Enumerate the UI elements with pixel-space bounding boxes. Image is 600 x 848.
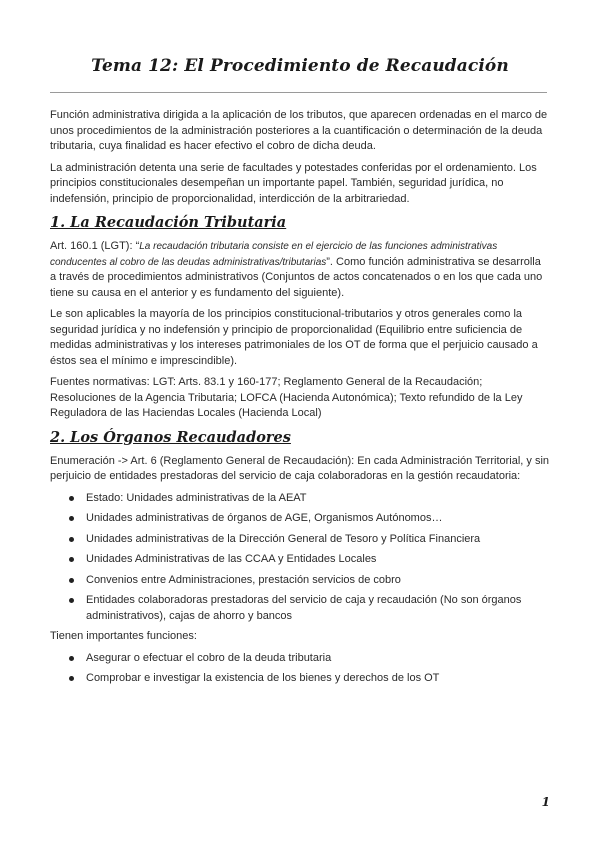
list-item: Asegurar o efectuar el cobro de la deuda tributaria — [86, 651, 550, 667]
page-number: 1 — [541, 795, 550, 809]
section-2-paragraph-2: Tienen importantes funciones: — [50, 630, 197, 642]
article-suffix: ”. Como función administrativa se desarrolla a través de procedimientos administrativos (Conjuntos de actos concatenados o en los que cada uno tiene su causa en el anterior y es fundamento del siguiente). — [50, 255, 543, 299]
list-item: Estado: Unidades administrativas de la AEAT — [86, 491, 550, 507]
page-title: Tema 12: El Procedimiento de Recaudación — [91, 56, 509, 76]
section-1-paragraph-3: Fuentes normativas: LGT: Arts. 83.1 y 160-177; Reglamento General de la Recaudación; Resoluciones de la Agencia Tributaria; LOFCA (Hacienda Autonómica); Texto refundido de la Ley Reguladora de las Haciendas Locales (Hacienda Local) — [50, 376, 523, 419]
document-body — [50, 108, 550, 692]
section-1-article-paragraph — [50, 239, 550, 301]
intro-paragraph-2: La administración detenta una serie de facultades y potestades conferidas por el ordenamiento. Los principios constitucionales desempeñan un importante papel. También, seguridad jurídica, no indefensión, principio de proporcionalidad, interdicción de la arbitrariedad. — [50, 161, 537, 205]
article-prefix: Art. 160.1 (LGT): “ — [50, 240, 140, 252]
section-1-paragraph-2: Le son aplicables la mayoría de los principios constitucional-tributarios y otros generales como la seguridad jurídica y no indefensión y principio de proporcionalidad (Equilibrio entre suficiencia de medidas administrativas y los intereses patrimoniales de los OT de forma que el perjuicio causado a éstos sea el mínimo e imprescindible). — [50, 308, 538, 367]
list-item: Entidades colaboradoras prestadoras del servicio de caja y recaudación (No son órganos administrativos), cajas de ahorro y bancos — [86, 593, 550, 624]
organos-list — [50, 491, 550, 625]
section-2-heading: 2. Los Órganos Recaudadores — [50, 428, 291, 446]
list-item: Convenios entre Administraciones, prestación servicios de cobro — [86, 573, 550, 589]
title-divider — [50, 92, 547, 93]
article-quote: La recaudación tributaria consiste en el ejercicio de las funciones administrativas conducentes al cobro de las deudas administrativas/tributarias — [50, 241, 498, 268]
list-item: Unidades Administrativas de las CCAA y Entidades Locales — [86, 552, 550, 568]
section-2-paragraph-1: Enumeración -> Art. 6 (Reglamento General de Recaudación): En cada Administración Territorial, y sin perjuicio de entidades prestadoras del servicio de caja colaboradoras en la gestión recaudatoria: — [50, 454, 550, 482]
section-1-heading: 1. La Recaudación Tributaria — [50, 214, 287, 231]
list-item: Unidades administrativas de órganos de AGE, Organismos Autónomos… — [86, 511, 550, 527]
list-item: Unidades administrativas de la Dirección General de Tesoro y Política Financiera — [86, 532, 550, 548]
list-item: Comprobar e investigar la existencia de los bienes y derechos de los OT — [86, 671, 550, 687]
intro-paragraph-1: Función administrativa dirigida a la aplicación de los tributos, que aparecen ordenadas en el marco de unos procedimientos de la administración posteriores a la cuantificación o determinación de la deuda tributaria, cuya finalidad es hacer efectivo el cobro de dicha deuda. — [50, 109, 548, 152]
funciones-list — [50, 651, 550, 687]
